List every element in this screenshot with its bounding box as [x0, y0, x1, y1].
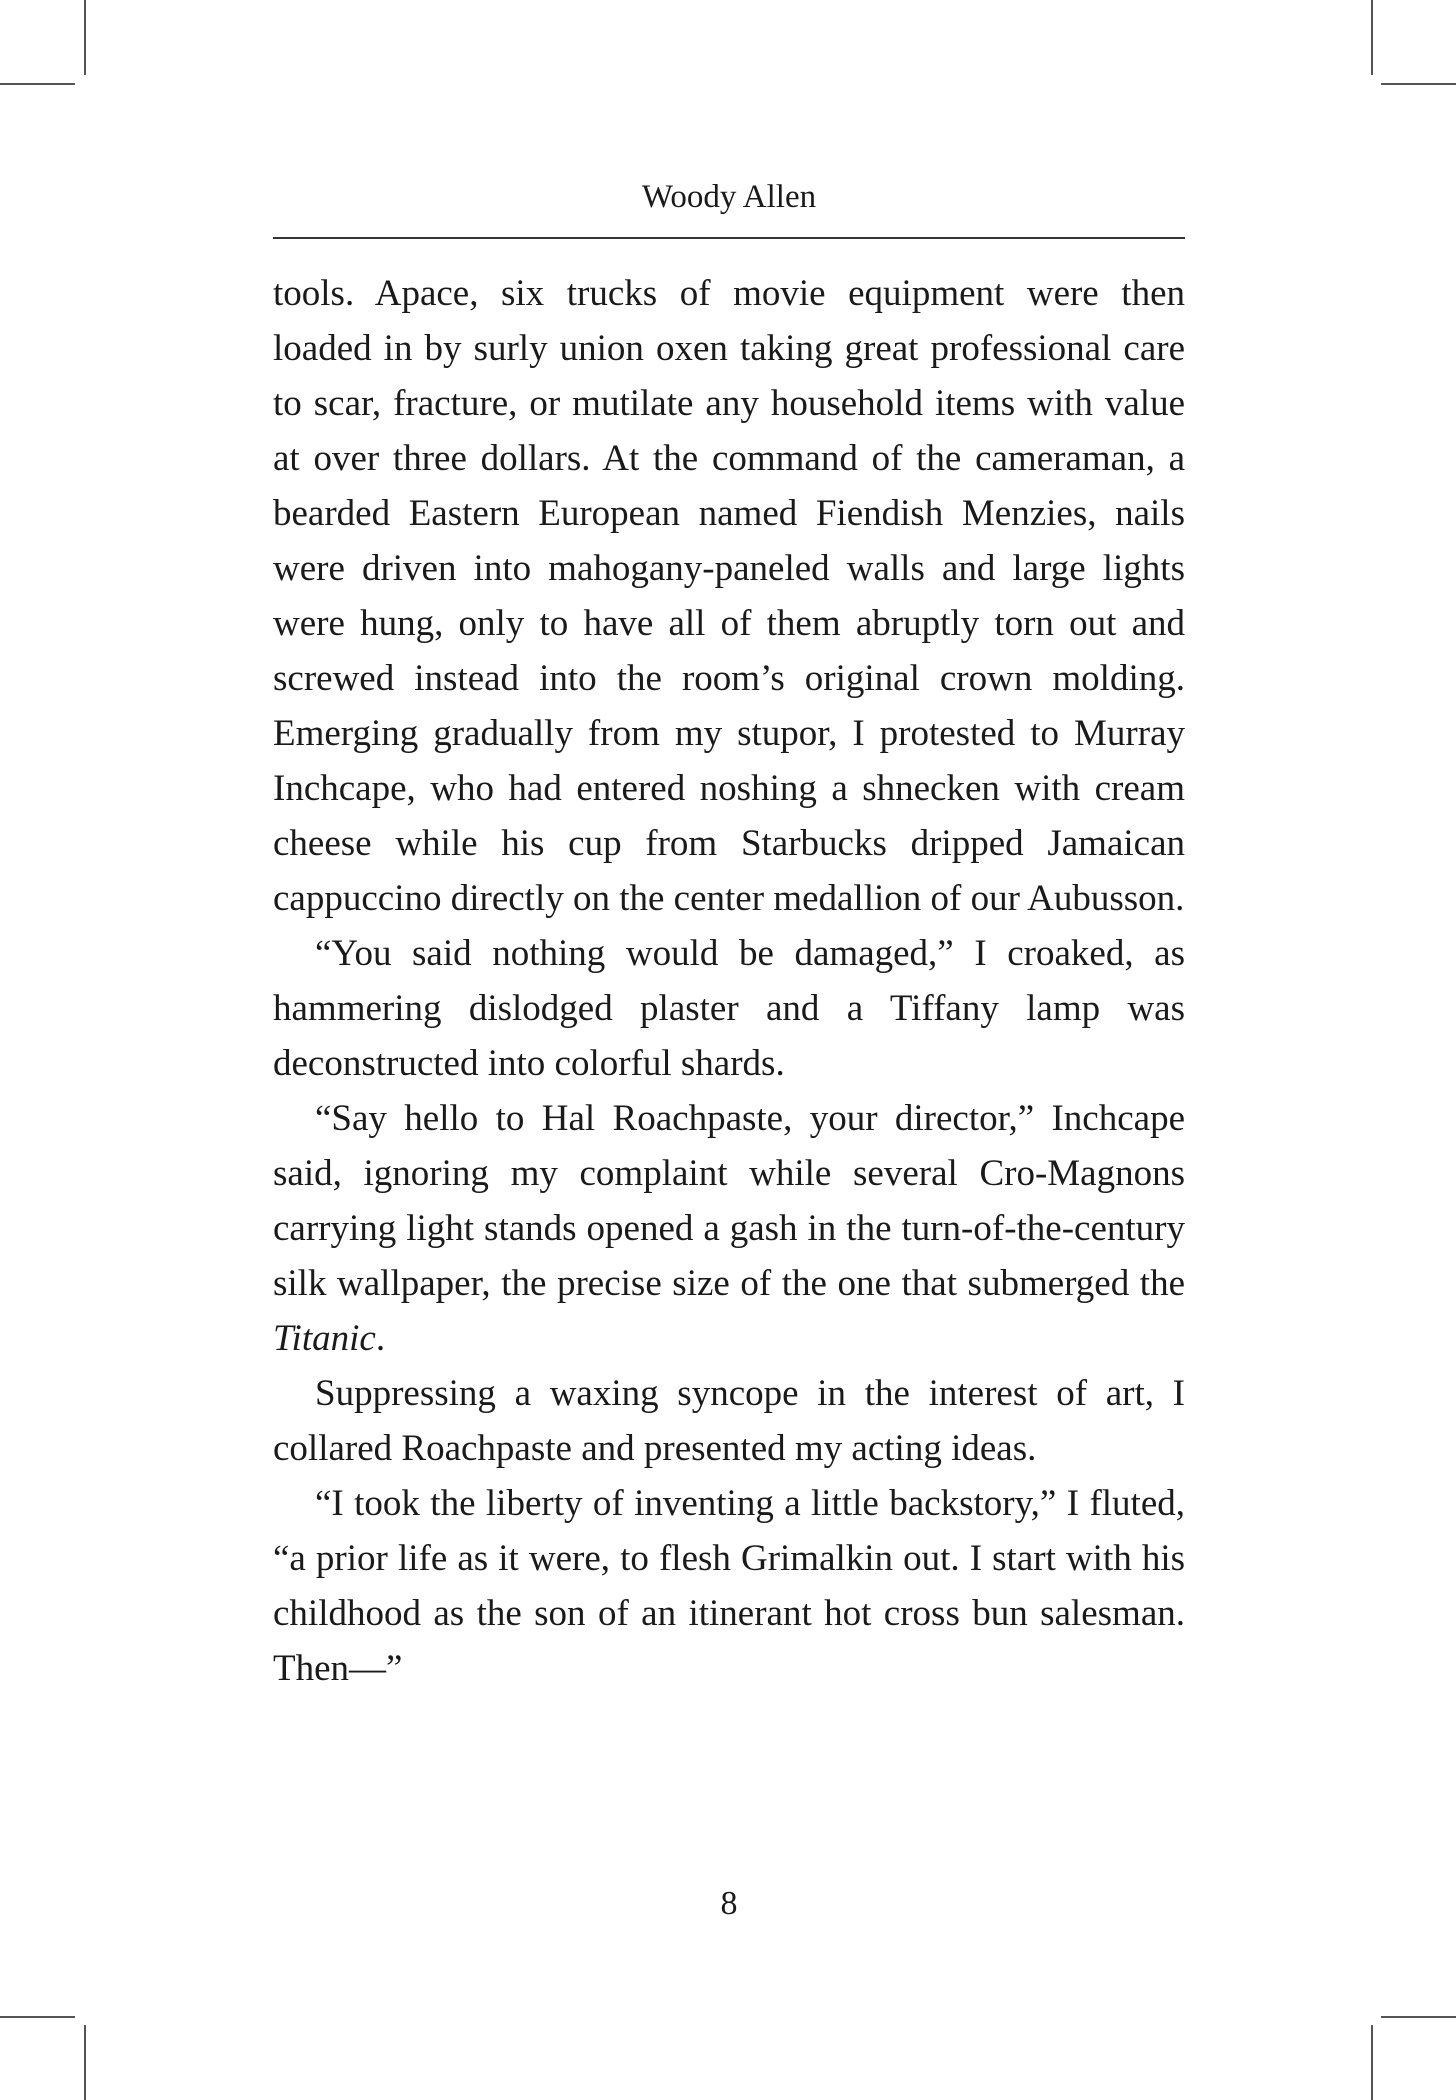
- page-number: 8: [720, 1885, 738, 1922]
- crop-mark-bottom-left-vertical: [84, 2025, 86, 2100]
- body-text: [273, 266, 1185, 1696]
- paragraph-2: “You said nothing would be damaged,” I croaked, as hammering dislodged plaster and a Tiffany lamp was deconstructed into colorful shards.: [273, 933, 1185, 1084]
- crop-mark-top-right-horizontal: [1381, 83, 1456, 85]
- paragraph-1: tools. Apace, six trucks of movie equipment were then loaded in by surly union oxen taking great professional care to scar, fracture, or mutilate any household items with value at over three dollars. At the command of the cameraman, a bearded Eastern European named Fiendish Menzies, nails were driven into mahogany-paneled walls and large lights were hung, only to have all of them abruptly torn out and screwed instead into the room’s original crown molding. Emerging gradually from my stupor, I protested to Murray Inchcape, who had entered noshing a shnecken with cream cheese while his cup from Starbucks dripped Jamaican cappuccino directly on the center medallion of our Aubusson.: [273, 273, 1185, 919]
- crop-mark-bottom-right-horizontal: [1381, 2016, 1456, 2018]
- crop-mark-top-left-horizontal: [0, 83, 75, 85]
- paragraph-3: [273, 1091, 1185, 1366]
- paragraph-4: Suppressing a waxing syncope in the interest of art, I collared Roachpaste and presented my acting ideas.: [273, 1373, 1185, 1469]
- paragraph-5: “I took the liberty of inventing a little backstory,” I fluted, “a prior life as it were, to flesh Grimalkin out. I start with his childhood as the son of an itinerant hot cross bun salesman. Then—”: [273, 1483, 1185, 1689]
- paragraph-3-italic-title: Titanic: [273, 1318, 376, 1359]
- crop-mark-bottom-right-vertical: [1371, 2025, 1373, 2100]
- paragraph-3-text-b: .: [375, 1318, 386, 1359]
- crop-mark-top-left-vertical: [84, 0, 86, 75]
- header-rule: [273, 237, 1185, 239]
- crop-mark-bottom-left-horizontal: [0, 2016, 75, 2018]
- paragraph-3-text-a: “Say hello to Hal Roachpaste, your director,” Inchcape said, ignoring my complaint while several Cro-Magnons carrying light stands opened a gash in the turn-of-the-century silk wallpaper, the precise size of the one that submerged the: [273, 1098, 1185, 1304]
- crop-mark-top-right-vertical: [1371, 0, 1373, 75]
- running-head: Woody Allen: [641, 179, 817, 215]
